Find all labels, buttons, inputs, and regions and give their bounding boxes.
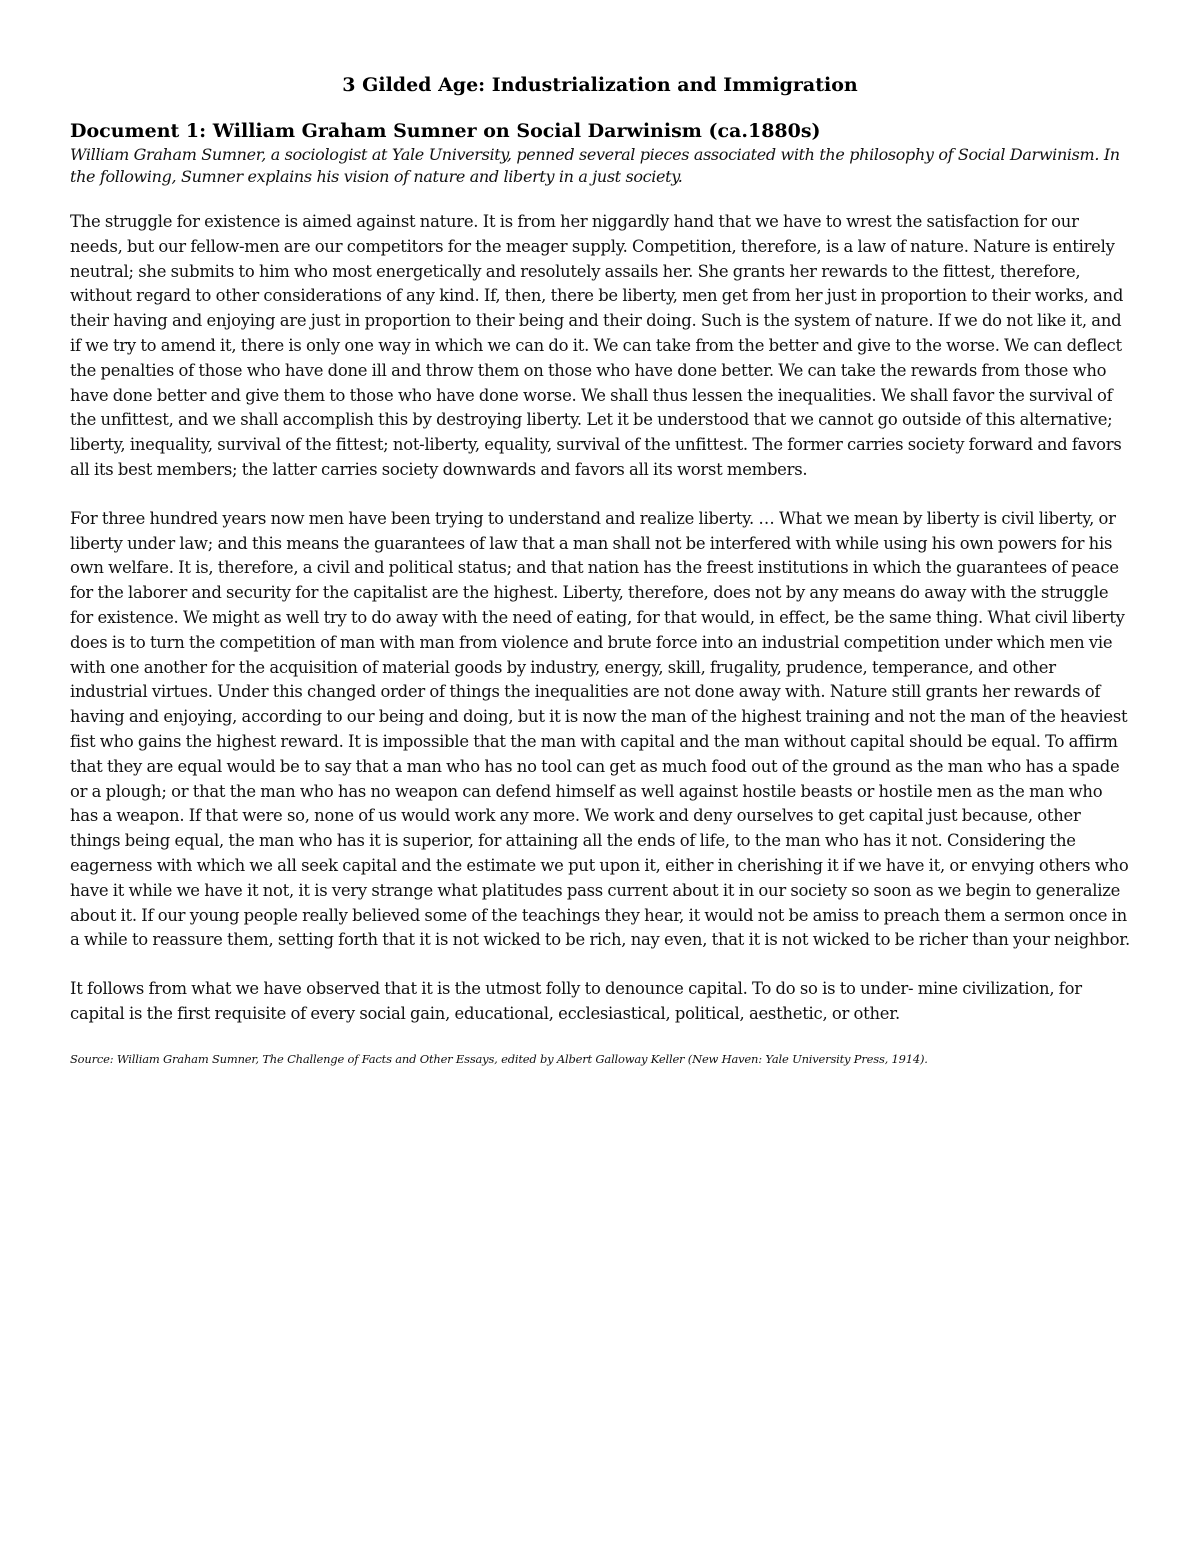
document-title: Document 1: William Graham Sumner on Social Darwinism (ca.1880s) [70, 120, 821, 142]
document-intro: William Graham Sumner, a sociologist at Yale University, penned several pieces associated with the philosophy of Social Darwinism. In the following, Sumner explains his vision of nature and liberty in a just society. [70, 145, 1120, 186]
body-paragraph-3: It follows from what we have observed that it is the utmost folly to denounce capital. To do so is to under- mine civilization, for capital is the first requisite of every social gain, educational, ecclesiastical, political, aesthetic, or other. [70, 979, 1082, 1023]
document-page [70, 72, 1130, 1067]
source-citation: Source: William Graham Sumner, The Challenge of Facts and Other Essays, edited by Albert Galloway Keller (New Haven: Yale University Press, 1914). [70, 1051, 928, 1066]
chapter-title: 3 Gilded Age: Industrialization and Immigration [342, 74, 858, 96]
body-paragraph-1: The struggle for existence is aimed against nature. It is from her niggardly hand that we have to wrest the satisfaction for our needs, but our fellow-men are our competitors for the meager supply. Competition, therefore, is a law of nature. Nature is entirely neutral; she submits to him who most energetically and resolutely assails her. She grants her rewards to the fittest, therefore, without regard to other considerations of any kind. If, then, there be liberty, men get from her just in proportion to their works, and their having and enjoying are just in proportion to their being and their doing. Such is the system of nature. If we do not like it, and if we try to amend it, there is only one way in which we can do it. We can take from the better and give to the worse. We can deflect the penalties of those who have done ill and throw them on those who have done better. We can take the rewards from those who have done better and give them to those who have done worse. We shall thus lessen the inequalities. We shall favor the survival of the unfittest, and we shall accomplish this by destroying liberty. Let it be understood that we cannot go outside of this alternative; liberty, inequality, survival of the fittest; not-liberty, equality, survival of the unfittest. The former carries society forward and favors all its best members; the latter carries society downwards and favors all its worst members. [70, 212, 1124, 479]
body-paragraph-2: For three hundred years now men have been trying to understand and realize liberty. … What we mean by liberty is civil liberty, or liberty under law; and this means the guarantees of law that a man shall not be interfered with while using his own powers for his own welfare. It is, therefore, a civil and political status; and that nation has the freest institutions in which the guarantees of peace for the laborer and security for the capitalist are the highest. Liberty, therefore, does not by any means do away with the struggle for existence. We might as well try to do away with the need of eating, for that would, in effect, be the same thing. What civil liberty does is to turn the competition of man with man from violence and brute force into an industrial competition under which men vie with one another for the acquisition of material goods by industry, energy, skill, frugality, prudence, temperance, and other industrial virtues. Under this changed order of things the inequalities are not done away with. Nature still grants her rewards of having and enjoying, according to our being and doing, but it is now the man of the highest training and not the man of the heaviest fist who gains the highest reward. It is impossible that the man with capital and the man without capital should be equal. To affirm that they are equal would be to say that a man who has no tool can get as much food out of the ground as the man who has a spade or a plough; or that the man who has no weapon can defend himself as well against hostile beasts or hostile men as the man who has a weapon. If that were so, none of us would work any more. We work and deny ourselves to get capital just because, other things being equal, the man who has it is superior, for attaining all the ends of life, to the man who has it not. Considering the eagerness with which we all seek capital and the estimate we put upon it, either in cherishing it if we have it, or envying others who have it while we have it not, it is very strange what platitudes pass current about it in our society so soon as we begin to generalize about it. If our young people really believed some of the teachings they hear, it would not be amiss to preach them a sermon once in a while to reassure them, setting forth that it is not wicked to be rich, nay even, that it is not wicked to be richer than your neighbor. [70, 508, 1130, 950]
